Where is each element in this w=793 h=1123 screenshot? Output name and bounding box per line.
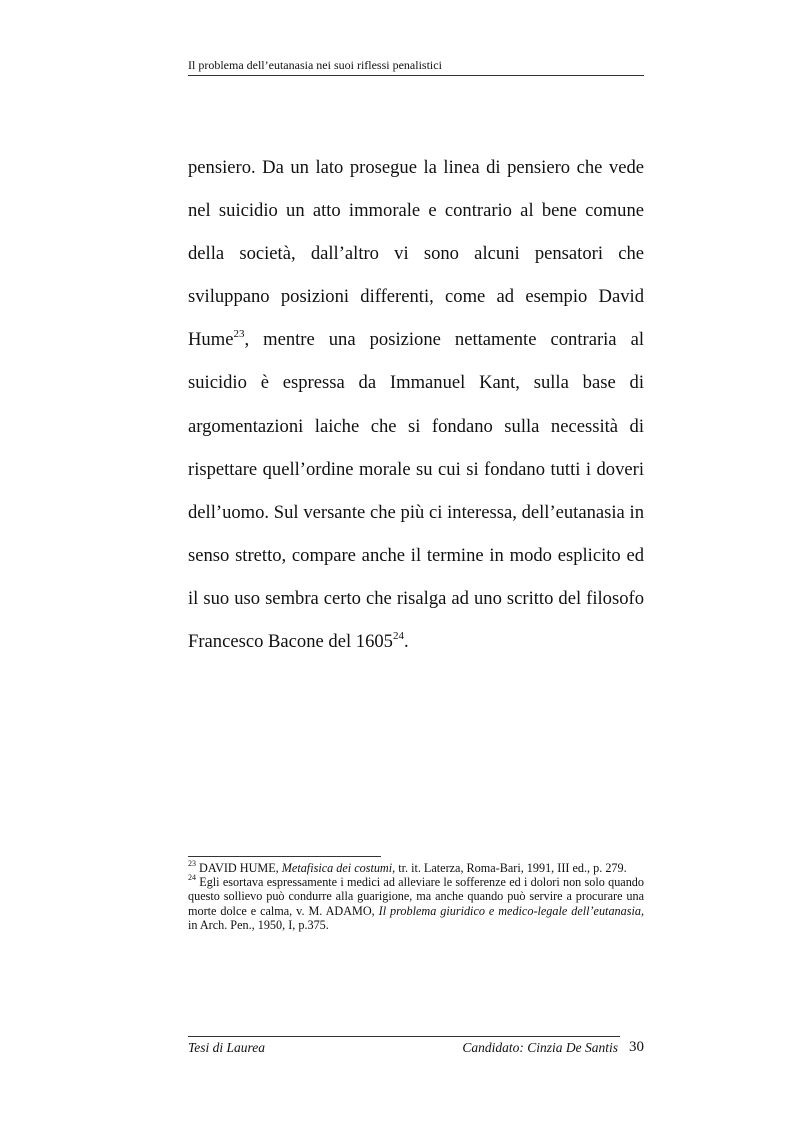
body-paragraph <box>188 146 644 663</box>
footnote-text: Egli esortava espressamente i medici ad alleviare le sofferenze ed i dolori non solo quando questo sollievo può condurre alla guarigione, ma anche quando può servire a procurare una morte dolce e calma, v. M. ADAMO, <box>188 875 644 918</box>
page-header <box>188 58 644 76</box>
footnote-23 <box>188 858 644 875</box>
footnotes <box>188 858 644 932</box>
footnote-separator <box>188 856 381 857</box>
footnote-text: DAVID HUME, <box>196 861 282 875</box>
footnote-24 <box>188 875 644 932</box>
footnote-number: 23 <box>188 858 196 868</box>
footer-rule <box>188 1036 620 1037</box>
footnote-text-end: , tr. it. Laterza, Roma-Bari, 1991, III ed., p. 279. <box>392 861 627 875</box>
footnote-number: 24 <box>188 873 196 883</box>
footer-thesis-label: Tesi di Laurea <box>188 1040 266 1055</box>
page-number: 30 <box>629 1039 644 1055</box>
footnote-text-end: , in Arch. Pen., 1950, I, p.375. <box>188 903 644 932</box>
footnote-title: Metafisica dei costumi <box>281 861 393 875</box>
body-text-end: . <box>403 631 409 653</box>
running-title: Il problema dell’eutanasia nei suoi riflessi penalistici <box>188 58 442 72</box>
footnote-ref-24[interactable]: 24 <box>392 629 404 642</box>
body-text-part-2: , mentre una posizione nettamente contraria al suicidio è espressa da Immanuel Kant, sulla base di argomentazioni laiche che si fondano sulla necessità di rispettare quell’ordine morale su cui si fondano tutti i doveri dell’uomo. Sul versante che più ci interessa, dell’eutanasia in senso stretto, compare anche il termine in modo esplicito ed il suo uso sembra certo che risalga ad uno scritto del filosofo Francesco Bacone del 1605 <box>188 329 644 653</box>
footnote-title: Il problema giuridico e medico-legale dell’eutanasia <box>378 903 641 918</box>
footer-candidate: Candidato: Cinzia De Santis <box>462 1040 618 1055</box>
body-text-part-1: pensiero. Da un lato prosegue la linea di pensiero che vede nel suicidio un atto immorale e contrario al bene comune della società, dall’altro vi sono alcuni pensatori che sviluppano posizioni differenti, come ad esempio David Hume <box>188 157 644 351</box>
footnote-ref-23[interactable]: 23 <box>233 328 245 341</box>
